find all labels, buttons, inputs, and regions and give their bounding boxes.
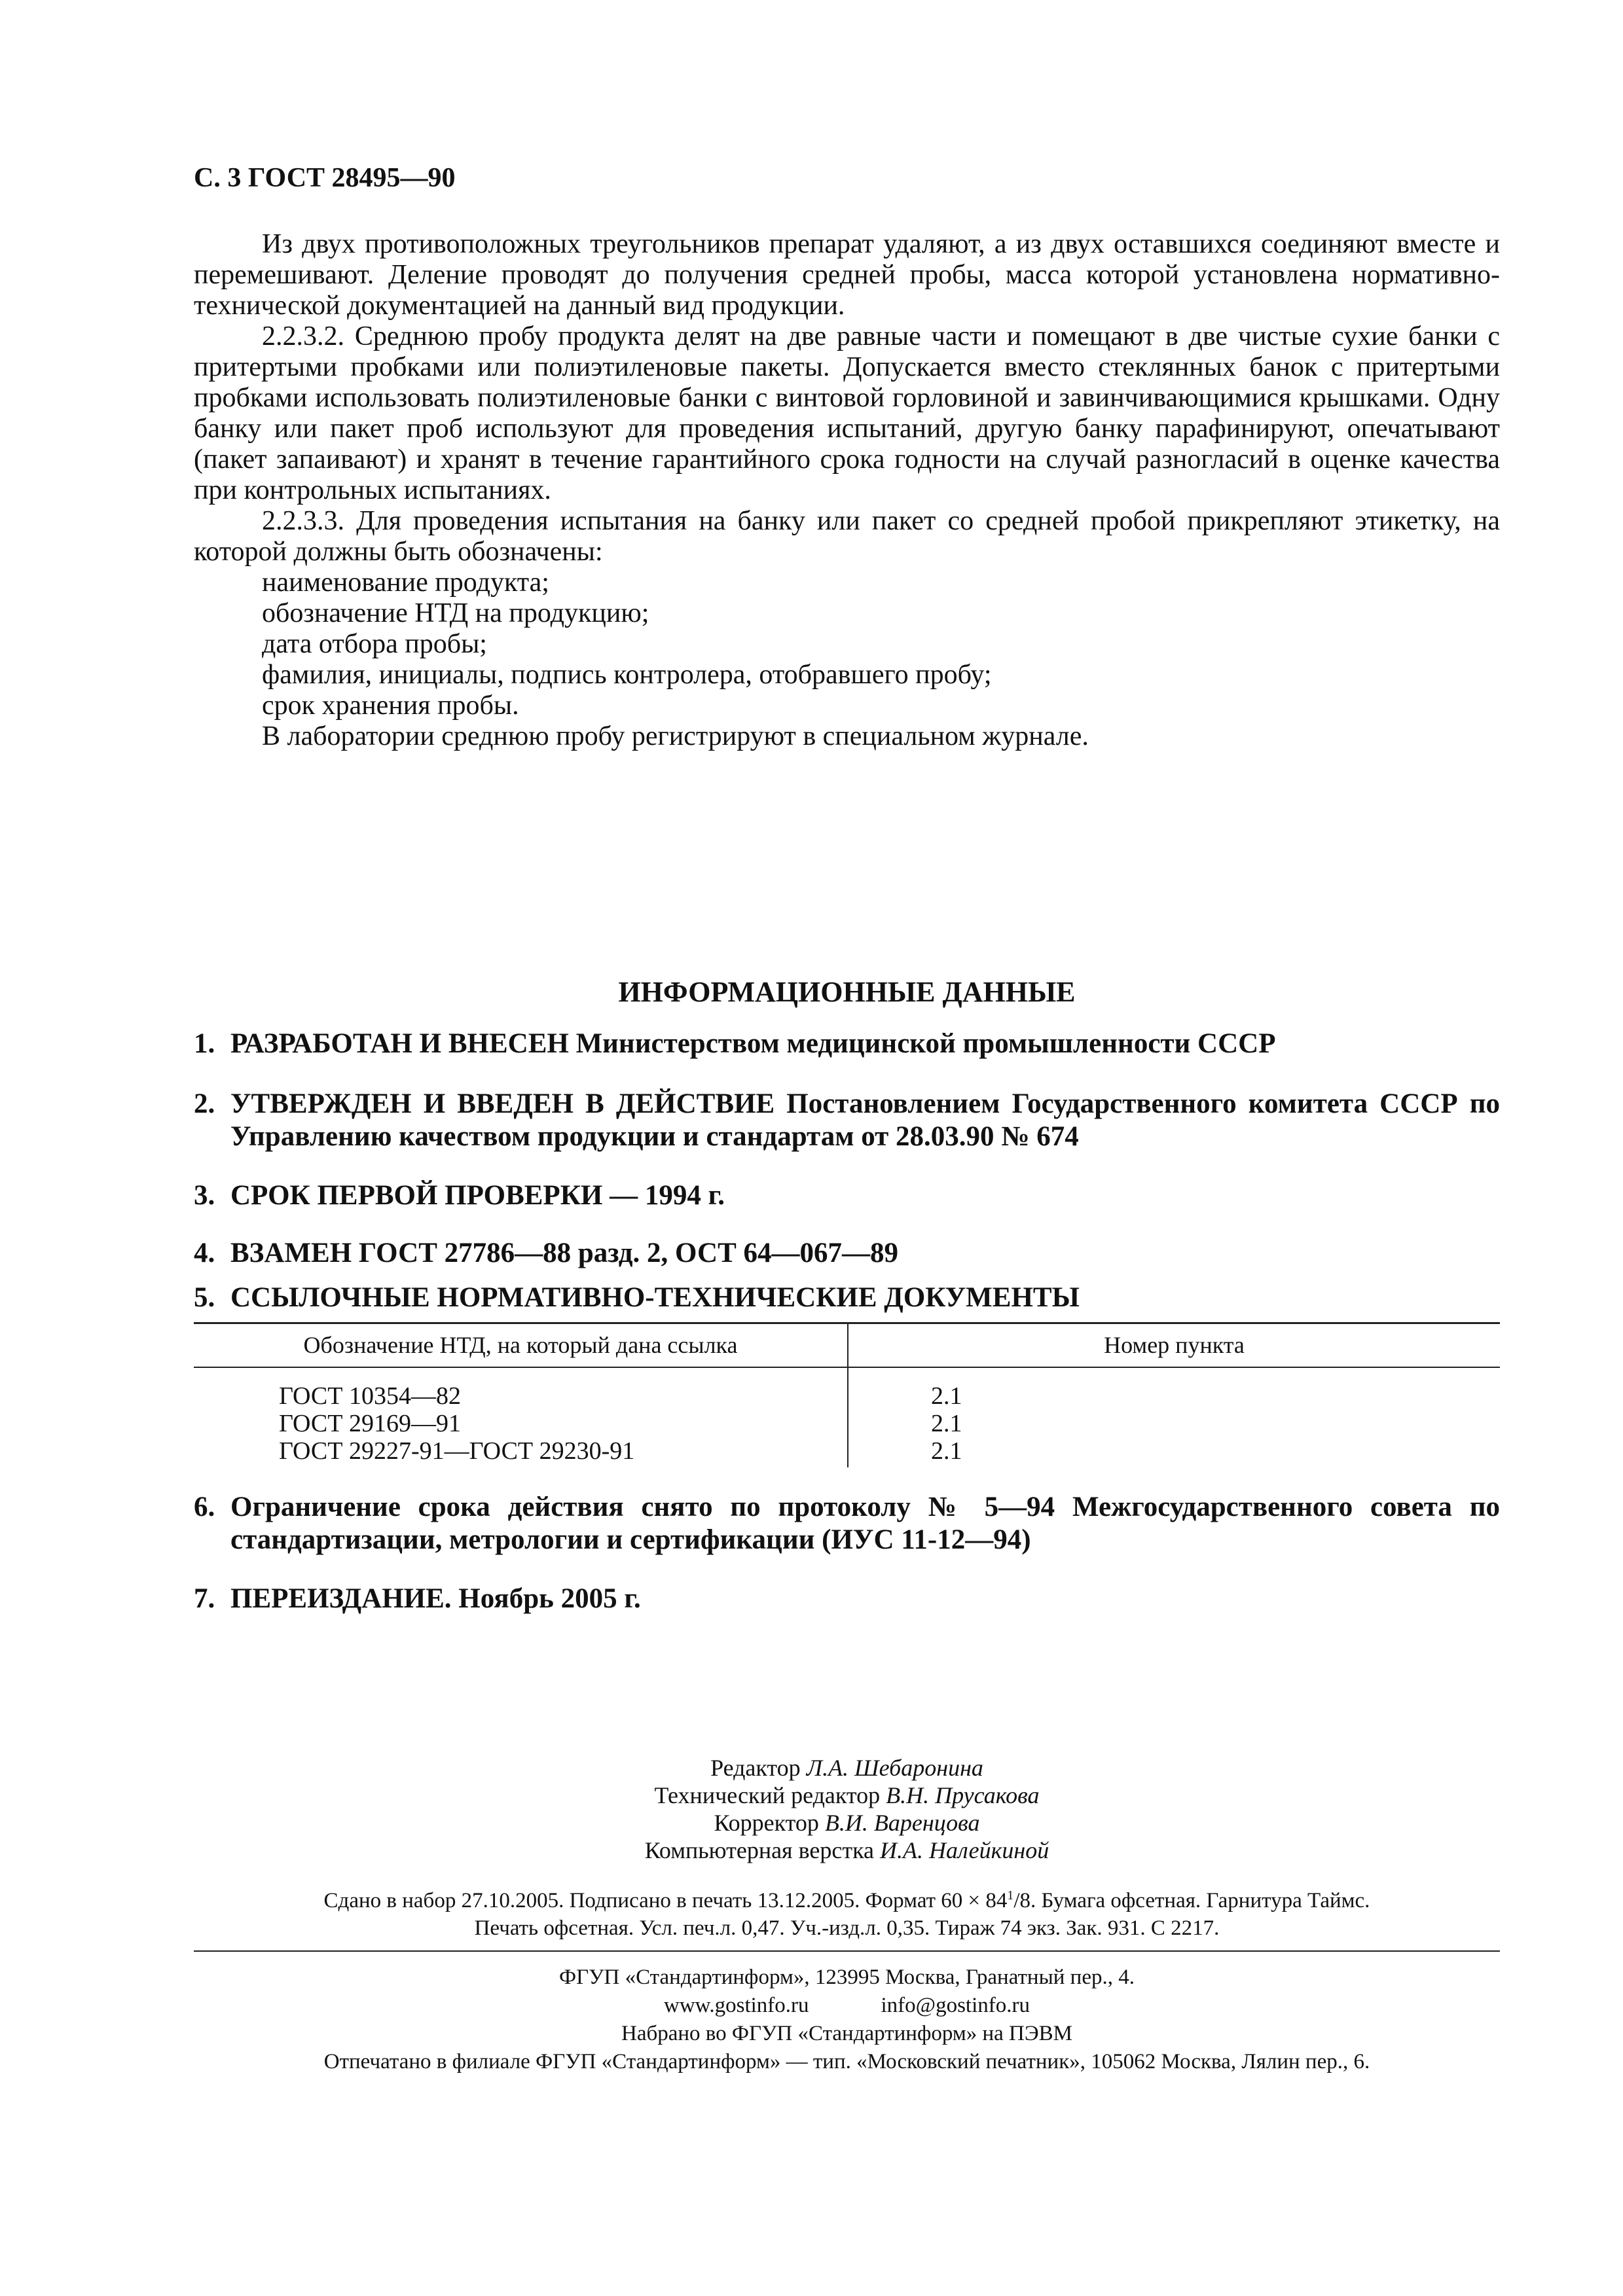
credit-corrector xyxy=(194,1809,1500,1837)
credit-name: В.Н. Прусакова xyxy=(886,1782,1040,1808)
table-cell-doc: ГОСТ 29227-91—ГОСТ 29230-91 xyxy=(279,1437,635,1465)
table-cell-clause: 2.1 xyxy=(931,1382,962,1410)
body-text xyxy=(194,229,1500,752)
publisher xyxy=(194,1964,1500,2076)
print-text: Сдано в набор 27.10.2005. Подписано в печать 13.12.2005. Формат 60 × 84 xyxy=(323,1889,1008,1912)
website-link[interactable]: www.gostinfo.ru xyxy=(664,1994,809,2017)
credit-role: Компьютерная верстка xyxy=(644,1837,875,1863)
table-cell-clause: 2.1 xyxy=(931,1410,962,1437)
credit-name: Л.А. Шебаронина xyxy=(806,1755,983,1781)
info-item xyxy=(194,1282,1500,1314)
table-cell-doc: ГОСТ 10354—82 xyxy=(279,1382,461,1410)
label-list-item: обозначение НТД на продукцию; xyxy=(262,598,649,628)
table-header-clause: Номер пункта xyxy=(1104,1332,1245,1358)
info-item-text: Ограничение срока действия снято по протоколу № 5—94 Межгосударственного совета по стандартизации, метрологии и сертификации (ИУС 11-12—94) xyxy=(230,1492,1500,1555)
info-item-text: УТВЕРЖДЕН И ВВЕДЕН В ДЕЙСТВИЕ Постановлением Государственного комитета СССР по Управлению качеством продукции и стандартам от 28.03.90 № 674 xyxy=(230,1088,1500,1152)
print-data xyxy=(194,1882,1500,1942)
info-item-text: ПЕРЕИЗДАНИЕ. Ноябрь 2005 г. xyxy=(230,1583,641,1614)
credit-editor xyxy=(194,1754,1500,1782)
label-list-item: наименование продукта; xyxy=(262,567,549,598)
divider xyxy=(194,1950,1500,1952)
info-item xyxy=(194,1237,1500,1270)
credit-role: Технический редактор xyxy=(654,1782,881,1808)
info-item-text: РАЗРАБОТАН И ВНЕСЕН Министерством медицинской промышленности СССР xyxy=(230,1028,1276,1059)
publisher-printed: Отпечатано в филиале ФГУП «Стандартинформ» — тип. «Московский печатник», 105062 Москва, Лялин пер., 6. xyxy=(323,2050,1370,2073)
table-header-doc: Обозначение НТД, на который дана ссылка xyxy=(303,1332,738,1358)
credit-name: В.И. Варенцова xyxy=(824,1810,980,1836)
format-superscript: 1 xyxy=(1007,1888,1014,1903)
label-list-item: срок хранения пробы. xyxy=(262,691,519,721)
email-link[interactable]: info@gostinfo.ru xyxy=(881,1994,1030,2017)
info-item-number: 7. xyxy=(194,1583,215,1614)
info-item xyxy=(194,1028,1500,1060)
info-item-text: ССЫЛОЧНЫЕ НОРМАТИВНО-ТЕХНИЧЕСКИЕ ДОКУМЕНТЫ xyxy=(230,1282,1080,1313)
label-list-item: дата отбора пробы; xyxy=(262,629,487,659)
publisher-typeset: Набрано во ФГУП «Стандартинформ» на ПЭВМ xyxy=(621,2022,1073,2045)
credit-layout xyxy=(194,1837,1500,1864)
info-item-number: 1. xyxy=(194,1028,215,1059)
print-line xyxy=(194,1882,1500,1914)
info-item-number: 2. xyxy=(194,1088,215,1119)
label-list-item: фамилия, инициалы, подпись контролера, отобравшего пробу; xyxy=(262,660,992,690)
info-title: ИНФОРМАЦИОННЫЕ ДАННЫЕ xyxy=(618,976,1076,1008)
info-item-number: 5. xyxy=(194,1282,215,1313)
paragraph: Из двух противоположных треугольников препарат удаляют, а из двух оставшихся соединяют вместе и перемешивают. Деление проводят до получения средней пробы, масса которой установлена нормативно-технической документацией на данный вид продукции. xyxy=(194,229,1500,321)
info-item xyxy=(194,1179,1500,1212)
info-item-number: 3. xyxy=(194,1180,215,1211)
info-item-text: СРОК ПЕРВОЙ ПРОВЕРКИ — 1994 г. xyxy=(230,1180,725,1211)
credit-role: Редактор xyxy=(710,1755,801,1781)
info-item xyxy=(194,1491,1500,1556)
table-cell-clause: 2.1 xyxy=(931,1437,962,1465)
paragraph: 2.2.3.3. Для проведения испытания на банку или пакет со средней пробой прикрепляют этикетку, на которой должны быть обозначены: xyxy=(194,506,1500,567)
reference-table xyxy=(194,1322,1500,1467)
info-item xyxy=(194,1088,1500,1153)
print-text: /8. Бумага офсетная. Гарнитура Таймс. xyxy=(1013,1889,1370,1912)
publisher-address: ФГУП «Стандартинформ», 123995 Москва, Гранатный пер., 4. xyxy=(559,1965,1135,1989)
credits xyxy=(194,1754,1500,1864)
info-item-number: 6. xyxy=(194,1492,215,1522)
page-header: С. 3 ГОСТ 28495—90 xyxy=(194,163,456,193)
table-cell-doc: ГОСТ 29169—91 xyxy=(279,1410,461,1437)
publisher-contacts xyxy=(194,1992,1500,2020)
info-item-number: 4. xyxy=(194,1238,215,1268)
credit-name: И.А. Налейкиной xyxy=(880,1837,1049,1863)
credit-tech-editor xyxy=(194,1782,1500,1809)
table-doc-column xyxy=(279,1382,634,1465)
credit-role: Корректор xyxy=(714,1810,819,1836)
table-clause-column xyxy=(931,1382,962,1465)
info-item xyxy=(194,1583,1500,1615)
paragraph: В лаборатории среднюю пробу регистрируют в специальном журнале. xyxy=(262,721,1089,751)
paragraph: 2.2.3.2. Среднюю пробу продукта делят на две равные части и помещают в две чистые сухие банки с притертыми пробками или полиэтиленовые пакеты. Допускается вместо стеклянных банок с притертыми пробками использовать полиэтиленовые банки с винтовой горловиной и завинчивающимися крышками. Одну банку или пакет проб используют для проведения испытаний, другую банку парафинируют, опечатывают (пакет запаивают) и хранят в течение гарантийного срока годности на случай разногласий в оценке качества при контрольных испытаниях. xyxy=(194,321,1500,505)
info-item-text: ВЗАМЕН ГОСТ 27786—88 разд. 2, ОСТ 64—067—89 xyxy=(230,1238,899,1268)
print-line: Печать офсетная. Усл. печ.л. 0,47. Уч.-изд.л. 0,35. Тираж 74 экз. Зак. 931. С 2217. xyxy=(474,1916,1220,1940)
